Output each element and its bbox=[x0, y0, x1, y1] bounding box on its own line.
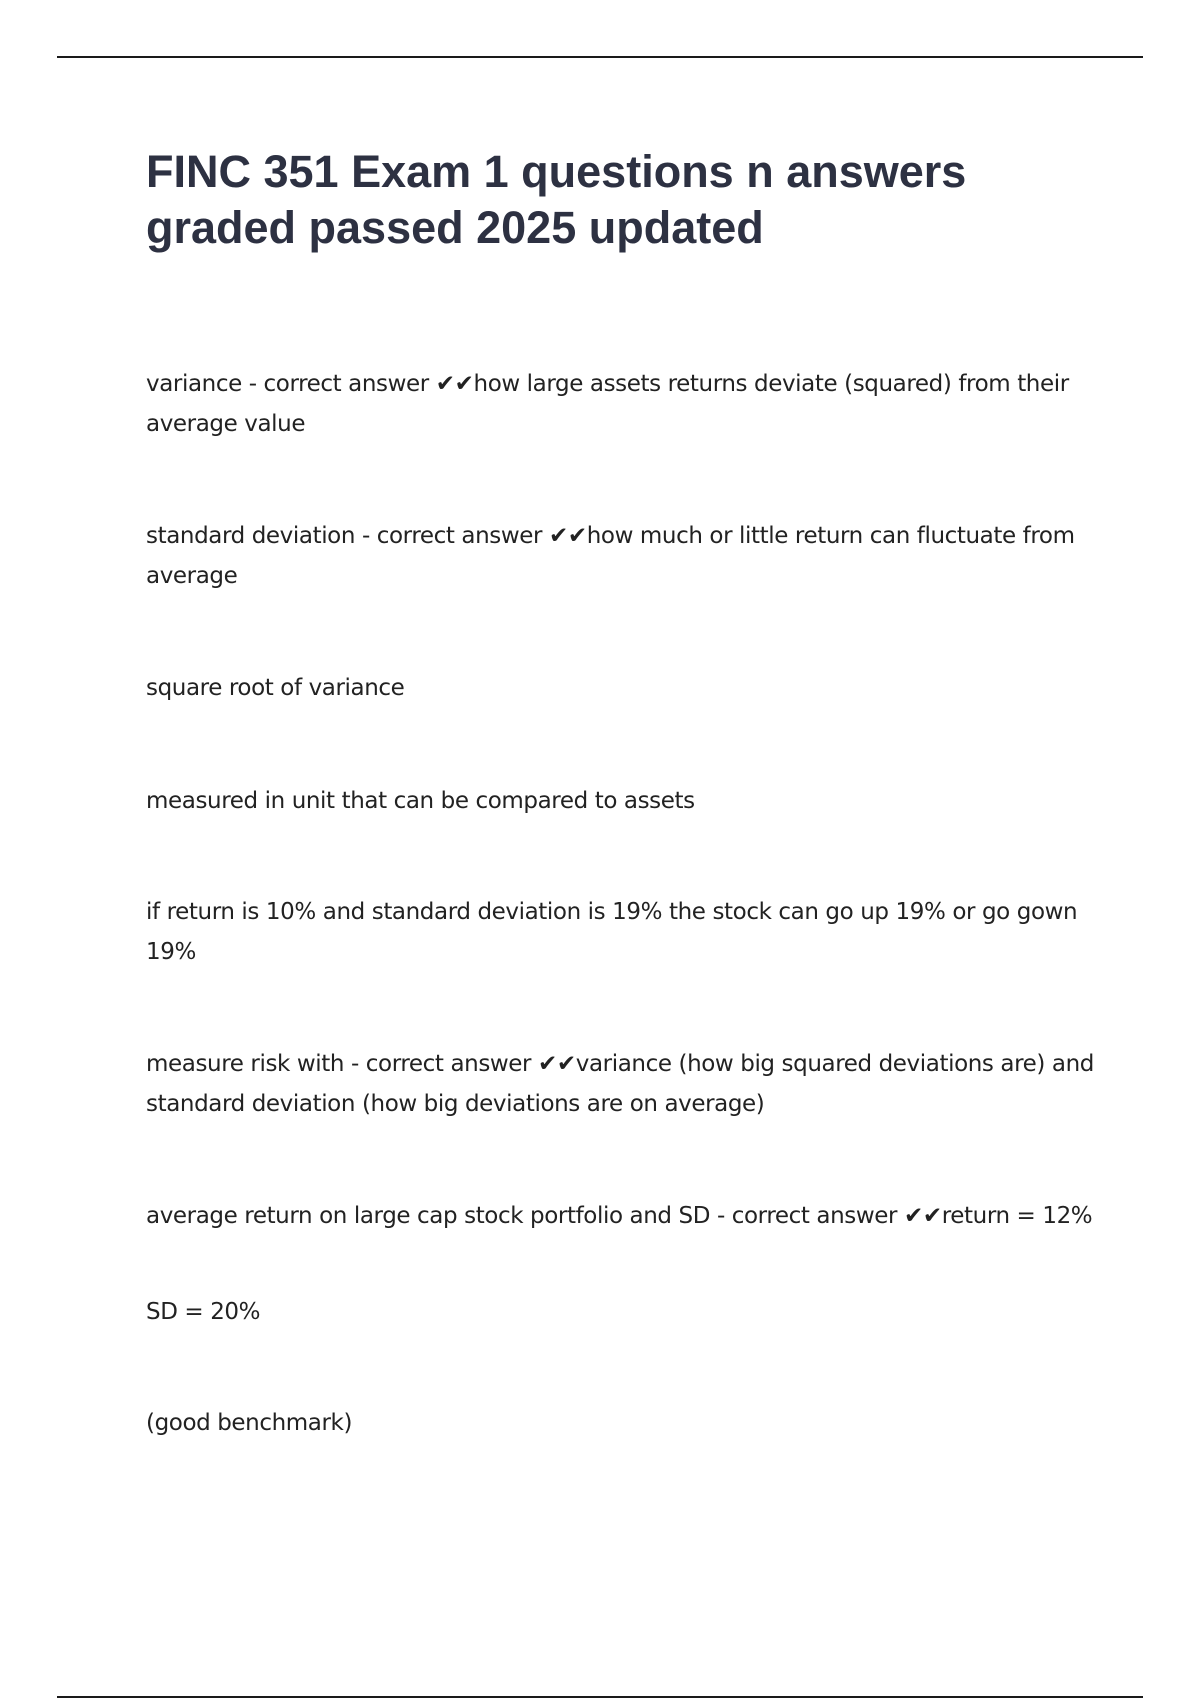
note-square-root: square root of variance bbox=[146, 675, 405, 701]
header-divider bbox=[57, 56, 1143, 58]
note-benchmark: (good benchmark) bbox=[146, 1410, 353, 1436]
note-example-return: if return is 10% and standard deviation is 19% the stock can go up 19% or go gown 19% bbox=[146, 899, 1078, 965]
qa-variance: variance - correct answer ✔✔how large assets returns deviate (squared) from their average value bbox=[146, 371, 1069, 437]
document-title: FINC 351 Exam 1 questions n answers graded passed 2025 updated bbox=[146, 146, 967, 253]
qa-measure-risk: measure risk with - correct answer ✔✔variance (how big squared deviations are) and standard deviation (how big deviations are on average) bbox=[146, 1051, 1094, 1117]
note-measured-unit: measured in unit that can be compared to assets bbox=[146, 788, 695, 814]
note-sd-value: SD = 20% bbox=[146, 1299, 261, 1325]
qa-standard-deviation: standard deviation - correct answer ✔✔how much or little return can fluctuate from average bbox=[146, 523, 1075, 589]
qa-average-return: average return on large cap stock portfolio and SD - correct answer ✔✔return = 12% bbox=[146, 1203, 1093, 1229]
footer-divider bbox=[57, 1696, 1143, 1698]
